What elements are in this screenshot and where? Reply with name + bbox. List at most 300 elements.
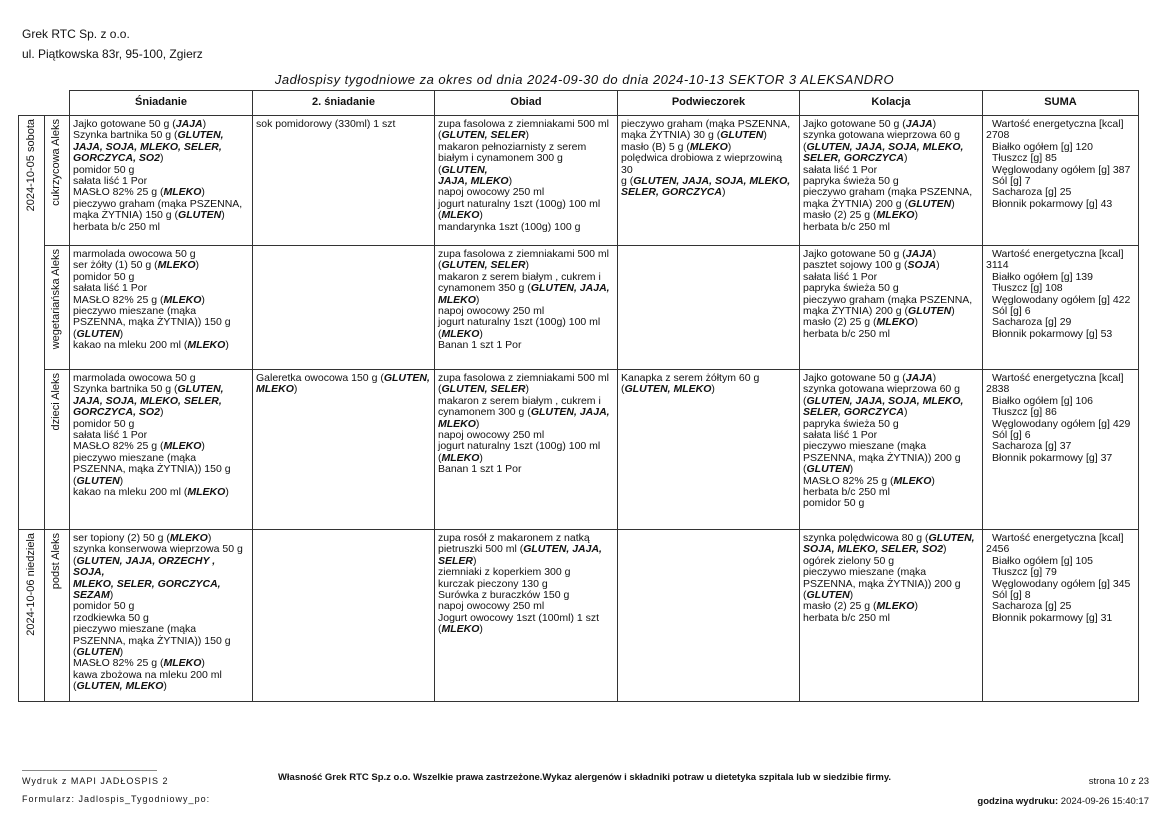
nutrition-value-tluszcz: 108 — [1045, 282, 1063, 295]
meal-cell-kolacja — [800, 370, 983, 530]
dish-text: MASŁO 82% 25 g ( — [73, 657, 164, 670]
allergen-text: SELER — [438, 554, 474, 567]
dish-text: Banan 1 szt 1 Por — [438, 463, 522, 476]
allergen-text: JAJA — [905, 118, 933, 130]
allergen-text: GLUTEN, JAJA, — [530, 406, 610, 419]
dish-text: kakao na mleku 200 ml ( — [73, 339, 188, 352]
meal-cell-podwieczorek — [618, 246, 800, 370]
dish-text: Banan 1 szt 1 Por — [438, 339, 522, 352]
table-row — [19, 530, 1139, 702]
allergen-text: GLUTEN — [908, 197, 952, 210]
dish-text: ) — [202, 118, 207, 130]
dish-text: ( — [438, 259, 442, 272]
nutrition-value-sol: 7 — [1024, 175, 1031, 188]
dish-text: PSZENNA, mąka ŻYTNIA)) 200 g — [803, 577, 961, 590]
company-name: Grek RTC Sp. z o.o. — [22, 27, 130, 41]
dish-text: marmolada owocowa 50 g — [73, 248, 196, 260]
dish-text: ) — [201, 657, 205, 670]
nutrition-summary-cell — [983, 530, 1139, 702]
dish-text: szynka konserwowa wieprzowa 50 g — [73, 543, 243, 556]
nutrition-label-blonnik: Błonnik pokarmowy [g] — [992, 451, 1098, 464]
dish-text: ( — [438, 623, 442, 636]
meal-cell-kolacja — [800, 246, 983, 370]
dish-text: sałata liść 1 Por — [803, 163, 878, 176]
allergen-text: GLUTEN, — [177, 129, 224, 142]
dish-text: masło (2) 25 g ( — [803, 600, 877, 613]
allergen-text: MLEKO — [689, 140, 728, 153]
dish-text: szynka polędwicowa 80 g ( — [803, 532, 929, 544]
company-address: ul. Piątkowska 83r, 95-100, Zgierz — [22, 47, 203, 61]
nutrition-value-bialko: 105 — [1075, 554, 1093, 567]
nutrition-label-blonnik: Błonnik pokarmowy [g] — [992, 327, 1098, 340]
meal-line — [621, 153, 796, 176]
column-header-suma: SUMA — [983, 91, 1139, 116]
dish-text: makaron pełnoziarnisty z serem — [438, 140, 587, 153]
nutrition-summary-cell — [983, 370, 1139, 530]
diet-name: cukrzycowa Aleks — [50, 119, 63, 206]
allergen-text: SELER, GORCZYCA — [803, 152, 904, 165]
day-date-cell — [19, 530, 45, 702]
dish-text: ) — [479, 623, 483, 636]
day-date: 2024-10-06 niedziela — [24, 533, 37, 636]
dish-text: ( — [438, 129, 442, 142]
dish-text: herbata b/c 250 ml — [803, 611, 890, 624]
column-header-kolacja: Kolacja — [800, 91, 983, 116]
meal-cell-kolacja — [800, 116, 983, 246]
nutrition-label-tluszcz: Tłuszcz [g] — [992, 406, 1043, 419]
dish-text: ) — [201, 293, 205, 306]
dish-text: ) — [711, 383, 715, 396]
allergen-text: SELER, GORCZYCA — [803, 406, 904, 419]
nutrition-label-tluszcz: Tłuszcz [g] — [992, 152, 1043, 165]
nutrition-value-sol: 6 — [1024, 429, 1031, 442]
dish-text: pomidor 50 g — [73, 600, 135, 613]
dish-text: Jogurt owocowy 1szt (100ml) 1 szt — [438, 611, 600, 624]
allergen-text: GLUTEN — [76, 646, 120, 659]
meal-line — [438, 624, 614, 635]
allergen-text: SOJA, MLEKO, SELER, SO2 — [803, 543, 944, 556]
dish-text: ) — [479, 327, 483, 340]
dish-text: ( — [73, 646, 77, 659]
allergen-text: MLEKO — [438, 417, 476, 430]
dish-text: jogurt naturalny 1szt (100g) 100 ml — [438, 440, 601, 453]
dish-text: papryka świeża 50 g — [803, 175, 899, 188]
nutrition-value-energia: 2456 — [986, 543, 1010, 556]
footer-right — [977, 772, 1149, 812]
dish-text: Galeretka owocowa 150 g ( — [256, 372, 384, 384]
dish-text: sałata liść 1 Por — [803, 429, 878, 442]
dish-text: ) — [225, 339, 229, 352]
dish-text: herbata b/c 250 ml — [803, 220, 890, 233]
diet-name: wegetariańska Aleks — [50, 249, 63, 350]
allergen-text: GLUTEN, SELER — [441, 259, 526, 272]
print-source: Wydruk z MAPI JADŁOSPIS 2 — [22, 776, 169, 786]
dish-text: MASŁO 82% 25 g ( — [803, 474, 894, 487]
dish-text: ) — [159, 152, 164, 165]
allergen-text: MLEKO — [441, 209, 480, 222]
allergen-text: GLUTEN — [908, 305, 952, 318]
meal-line — [621, 187, 796, 198]
dish-text: ) — [951, 305, 955, 318]
dish-text: makaron z serem białym , cukrem i — [438, 394, 601, 407]
meal-line — [73, 222, 249, 233]
meal-cell-sniadanie — [70, 116, 253, 246]
form-name: Formularz: Jadlospis_Tygodniowy_po: — [22, 794, 211, 804]
allergen-text: JAJA — [175, 118, 203, 130]
nutrition-label-tluszcz: Tłuszcz [g] — [992, 282, 1043, 295]
meal-cell-2-sniadanie — [253, 530, 435, 702]
dish-text: ) — [525, 383, 530, 396]
dish-text: ( — [73, 554, 77, 567]
nutrition-label-energia: Wartość energetyczna [kcal] — [992, 118, 1124, 130]
nutrition-label-bialko: Białko ogółem [g] — [992, 554, 1073, 567]
allergen-text: MLEKO — [163, 440, 202, 453]
nutrition-value-sacharoza: 29 — [1059, 316, 1072, 329]
allergen-text: GLUTEN, — [928, 532, 975, 544]
meal-line — [73, 340, 249, 351]
nutrition-value-blonnik: 43 — [1100, 197, 1113, 210]
dish-text: Szynka bartnika 50 g ( — [73, 129, 178, 142]
nutrition-label-sacharoza: Sacharoza [g] — [992, 600, 1057, 613]
dish-text: ) — [119, 474, 124, 487]
allergen-text: SOJA — [907, 259, 937, 272]
menu-table — [18, 90, 1139, 702]
dish-text: pieczywo graham (mąka PSZENNA, — [803, 186, 973, 199]
allergen-text: JAJA, SOJA, MLEKO, SELER, — [73, 394, 222, 407]
dish-text: ( — [621, 383, 625, 396]
dish-text: ser topiony (2) 50 g ( — [73, 532, 170, 544]
dish-text: MASŁO 82% 25 g ( — [73, 186, 164, 199]
dish-text: ) — [159, 406, 164, 419]
nutrition-value-sacharoza: 25 — [1059, 186, 1072, 199]
meal-line — [803, 329, 979, 340]
dish-text: ) — [293, 383, 298, 396]
dish-text: ( — [803, 394, 807, 407]
dish-text: cynamonem 350 g ( — [438, 282, 531, 295]
nutrition-value-weglowodany: 345 — [1112, 577, 1131, 590]
dish-text: sałata liść 1 Por — [73, 282, 148, 295]
allergen-text: GLUTEN, MLEKO — [624, 383, 712, 396]
allergen-text: GLUTEN — [178, 209, 222, 222]
dish-text: sałata liść 1 Por — [73, 175, 148, 188]
allergen-text: SEZAM — [73, 589, 110, 602]
dish-text: kakao na mleku 200 ml ( — [73, 486, 188, 499]
nutrition-label-sacharoza: Sacharoza [g] — [992, 186, 1057, 199]
dish-text: ) — [849, 463, 854, 476]
dish-text: Jajko gotowane 50 g ( — [803, 118, 906, 130]
dish-text: pieczywo graham (mąka PSZENNA, — [73, 197, 243, 210]
allergen-text: GLUTEN, MLEKO — [76, 680, 164, 693]
diet-name-cell — [45, 370, 70, 530]
meal-cell-sniadanie — [70, 370, 253, 530]
dish-text: napoj owocowy 250 ml — [438, 186, 545, 199]
nutrition-label-sol: Sól [g] — [992, 305, 1022, 318]
dish-text: PSZENNA, mąka ŻYTNIA)) 150 g — [73, 316, 231, 329]
meal-line — [803, 222, 979, 233]
allergen-text: MLEKO — [876, 600, 915, 613]
document-title: Jadłospisy tygodniowe za okres od dnia 2024-09-30 do dnia 2024-10-13 SEKTOR 3 ALEKSANDRO — [274, 72, 895, 87]
dish-text: Jajko gotowane 50 g ( — [803, 372, 906, 384]
dish-text: mąka ŻYTNIA) 30 g ( — [621, 129, 721, 142]
dish-text: ) — [475, 293, 480, 306]
dish-text: mąka ŻYTNIA) 200 g ( — [803, 305, 909, 318]
meal-line — [438, 464, 614, 475]
dish-text: ) — [932, 248, 937, 260]
meal-cell-obiad — [435, 530, 618, 702]
dish-text: ) — [479, 209, 483, 222]
allergen-text: MLEKO — [163, 293, 202, 306]
allergen-text: JAJA — [905, 372, 933, 384]
column-header-sniadanie: Śniadanie — [70, 91, 253, 116]
header-blank — [19, 91, 45, 116]
dish-text: pasztet sojowy 100 g ( — [803, 259, 908, 272]
allergen-text: MLEKO — [163, 657, 202, 670]
allergen-text: GORCZYCA, SO2 — [73, 152, 160, 165]
dish-text: ) — [163, 680, 167, 693]
allergen-text: MLEKO, SELER, GORCZYCA, — [73, 577, 221, 590]
nutrition-label-bialko: Białko ogółem [g] — [992, 394, 1073, 407]
meal-line — [256, 384, 431, 395]
diet-name-cell — [45, 246, 70, 370]
menu-body — [19, 116, 1139, 702]
dish-text: zupa rosół z makaronem z natką — [438, 532, 590, 544]
table-row — [19, 246, 1139, 370]
allergen-text: MLEKO — [441, 327, 480, 340]
dish-text: zupa fasolowa z ziemniakami 500 ml — [438, 372, 609, 384]
nutrition-label-sacharoza: Sacharoza [g] — [992, 316, 1057, 329]
nutrition-label-sol: Sól [g] — [992, 589, 1022, 602]
dish-text: herbata b/c 250 ml — [803, 486, 890, 499]
allergen-text: MLEKO — [441, 451, 480, 464]
dish-text: ( — [73, 327, 77, 340]
nutrition-label-bialko: Białko ogółem [g] — [992, 140, 1073, 153]
dish-text: Kanapka z serem żółtym 60 g — [621, 372, 760, 384]
dish-text: polędwica drobiowa z wieprzowiną 30 — [621, 152, 783, 176]
dish-text: PSZENNA, mąka ŻYTNIA)) 200 g — [803, 451, 961, 464]
meal-cell-podwieczorek — [618, 116, 800, 246]
dish-text: pieczywo mieszane (mąka — [803, 440, 927, 453]
dish-text: pietruszki 500 ml ( — [438, 543, 524, 556]
allergen-text: GLUTEN — [76, 327, 120, 340]
header-row — [19, 91, 1139, 116]
dish-text: ) — [914, 316, 918, 329]
allergen-text: GLUTEN, — [383, 372, 430, 384]
nutrition-summary-cell — [983, 116, 1139, 246]
dish-text: masło (2) 25 g ( — [803, 209, 877, 222]
nutrition-label-tluszcz: Tłuszcz [g] — [992, 566, 1043, 579]
header-blank — [45, 91, 70, 116]
dish-text: pieczywo mieszane (mąka — [73, 623, 197, 636]
nutrition-label-weglowodany: Węglowodany ogółem [g] — [992, 293, 1110, 306]
nutrition-value-sacharoza: 37 — [1059, 440, 1072, 453]
dish-text: makaron z serem białym , cukrem i — [438, 270, 601, 283]
nutrition-value-sol: 8 — [1024, 589, 1031, 602]
nutrition-label-weglowodany: Węglowodany ogółem [g] — [992, 417, 1110, 430]
dish-text: ( — [803, 463, 807, 476]
dish-text: papryka świeża 50 g — [803, 417, 899, 430]
nutrition-summary-cell — [983, 246, 1139, 370]
dish-text: pieczywo mieszane (mąka — [73, 451, 197, 464]
nutrition-value-sol: 6 — [1024, 305, 1031, 318]
allergen-text: MLEKO — [876, 316, 915, 329]
dish-text: ) — [207, 532, 212, 544]
dish-text: ) — [475, 417, 480, 430]
day-date: 2024-10-05 sobota — [24, 119, 37, 212]
meal-line — [803, 613, 979, 624]
allergen-text: MLEKO — [157, 259, 196, 272]
dish-text: ) — [221, 209, 225, 222]
column-header-obiad: Obiad — [435, 91, 618, 116]
footer-separator — [22, 770, 157, 771]
nutrition-row-blonnik — [986, 199, 1135, 210]
nutrition-value-blonnik: 31 — [1100, 611, 1113, 624]
allergen-text: GLUTEN — [76, 474, 120, 487]
table-row — [19, 116, 1139, 246]
dish-text: g ( — [621, 175, 634, 188]
allergen-text: GLUTEN — [720, 129, 764, 142]
company-block — [22, 24, 203, 64]
meal-line — [73, 681, 249, 692]
dish-text: napoj owocowy 250 ml — [438, 600, 545, 613]
dish-text: ) — [727, 140, 732, 153]
allergen-text: GLUTEN, — [441, 163, 488, 176]
nutrition-value-tluszcz: 79 — [1045, 566, 1057, 579]
allergen-text: MLEKO — [441, 623, 480, 636]
dish-text: Surówka z buraczków 150 g — [438, 589, 570, 602]
nutrition-value-blonnik: 37 — [1100, 451, 1113, 464]
allergen-text: GLUTEN, SELER — [441, 129, 526, 142]
nutrition-value-energia: 2708 — [986, 129, 1010, 142]
meal-line — [73, 556, 249, 579]
allergen-text: MLEKO — [187, 339, 226, 352]
allergen-text: SELER, GORCZYCA — [621, 186, 722, 199]
dish-text: pieczywo mieszane (mąka — [803, 566, 927, 579]
meal-line — [438, 222, 614, 233]
nutrition-label-sacharoza: Sacharoza [g] — [992, 440, 1057, 453]
dish-text: ) — [525, 259, 530, 272]
nutrition-row-blonnik — [986, 329, 1135, 340]
nutrition-value-tluszcz: 86 — [1045, 406, 1057, 419]
meal-line — [256, 119, 431, 130]
meal-line — [803, 498, 979, 509]
dish-text: herbata b/c 250 ml — [73, 220, 160, 233]
print-time-line — [977, 792, 1149, 812]
dish-text: ) — [849, 589, 854, 602]
dish-text: rzodkiewka 50 g — [73, 611, 149, 624]
nutrition-value-tluszcz: 85 — [1045, 152, 1057, 165]
dish-text: ( — [438, 383, 442, 396]
nutrition-label-sol: Sól [g] — [992, 175, 1022, 188]
nutrition-label-blonnik: Błonnik pokarmowy [g] — [992, 197, 1098, 210]
nutrition-label-blonnik: Błonnik pokarmowy [g] — [992, 611, 1098, 624]
dish-text: ) — [914, 600, 918, 613]
diet-name: podst Aleks — [50, 533, 63, 590]
nutrition-value-energia: 3114 — [986, 259, 1009, 272]
dish-text: Szynka bartnika 50 g ( — [73, 383, 178, 396]
dish-text: ) — [932, 372, 937, 384]
nutrition-value-weglowodany: 429 — [1112, 417, 1131, 430]
dish-text: masło (2) 25 g ( — [803, 316, 877, 329]
meal-cell-2-sniadanie — [253, 116, 435, 246]
column-header-podwieczorek: Podwieczorek — [618, 91, 800, 116]
day-date-cell — [19, 116, 45, 530]
dish-text: PSZENNA, mąka ŻYTNIA)) 150 g — [73, 634, 231, 647]
dish-text: ) — [195, 259, 200, 272]
dish-text: ser żółty (1) 50 g ( — [73, 259, 158, 272]
dish-text: ) — [225, 486, 229, 499]
nutrition-value-bialko: 139 — [1075, 270, 1093, 283]
dish-text: mąka ŻYTNIA) 150 g ( — [73, 209, 179, 222]
dish-text: napoj owocowy 250 ml — [438, 429, 545, 442]
dish-text: sałata liść 1 Por — [73, 429, 148, 442]
dish-text: ) — [903, 406, 908, 419]
page-number: strona 10 z 23 — [1088, 776, 1149, 787]
nutrition-row-blonnik — [986, 613, 1135, 624]
dish-text: ) — [914, 209, 918, 222]
allergen-text: MLEKO — [256, 383, 294, 396]
nutrition-label-sol: Sól [g] — [992, 429, 1022, 442]
allergen-text: GLUTEN, JAJA, — [523, 543, 602, 556]
dish-text: kurczak pieczony 130 g — [438, 577, 548, 590]
nutrition-value-bialko: 120 — [1075, 140, 1093, 153]
dish-text: napoj owocowy 250 ml — [438, 305, 545, 318]
meal-line — [621, 384, 796, 395]
dish-text: ( — [73, 680, 77, 693]
allergen-text: GLUTEN, JAJA, — [530, 282, 610, 295]
allergen-text: GLUTEN, JAJA, SOJA, MLEKO, — [633, 175, 791, 188]
nutrition-label-energia: Wartość energetyczna [kcal] — [992, 532, 1124, 544]
dish-text: pomidor 50 g — [73, 417, 135, 430]
nutrition-value-weglowodany: 387 — [1112, 163, 1131, 176]
nutrition-value-weglowodany: 422 — [1112, 293, 1131, 306]
allergen-text: GLUTEN — [806, 463, 850, 476]
allergen-text: GLUTEN — [806, 589, 850, 602]
dish-text: ( — [438, 451, 442, 464]
diet-name-cell — [45, 116, 70, 246]
ownership-note: Własność Grek RTC Sp.z o.o. Wszelkie prawa zastrzeżone.Wykaz alergenów i składniki potraw u dietetyka szpitala lub w siedzibie firmy. — [277, 772, 892, 783]
dish-text: sok pomidorowy (330ml) 1 szt — [256, 118, 396, 130]
dish-text: Jajko gotowane 50 g ( — [73, 118, 176, 130]
dish-text: ) — [936, 259, 940, 272]
meal-line — [438, 153, 614, 176]
allergen-text: GLUTEN, JAJA, SOJA, MLEKO, — [806, 140, 964, 153]
dish-text: MASŁO 82% 25 g ( — [73, 440, 164, 453]
dish-text: białym i cynamonem 300 g ( — [438, 152, 563, 176]
allergen-text: GLUTEN, JAJA, SOJA, MLEKO, — [806, 394, 964, 407]
dish-text: ) — [931, 474, 935, 487]
dish-text: PSZENNA, mąka ŻYTNIA)) 150 g — [73, 463, 231, 476]
table-row — [19, 370, 1139, 530]
nutrition-label-weglowodany: Węglowodany ogółem [g] — [992, 163, 1110, 176]
dish-text: ziemniaki z koperkiem 300 g — [438, 566, 571, 579]
diet-name-cell — [45, 530, 70, 702]
allergen-text: JAJA, MLEKO — [438, 175, 509, 188]
dish-text: pieczywo graham (mąka PSZENNA, — [621, 118, 791, 130]
dish-text: zupa fasolowa z ziemniakami 500 ml — [438, 118, 609, 130]
allergen-text: GLUTEN, SELER — [441, 383, 526, 396]
dish-text: ) — [201, 440, 205, 453]
meal-cell-obiad — [435, 116, 618, 246]
dish-text: jogurt naturalny 1szt (100g) 100 ml — [438, 197, 601, 210]
dish-text: ( — [803, 140, 807, 153]
print-time: 2024-09-26 15:40:17 — [1060, 796, 1149, 807]
dish-text: papryka świeża 50 g — [803, 282, 899, 295]
dish-text: ) — [119, 327, 124, 340]
dish-text: Jajko gotowane 50 g ( — [803, 248, 906, 260]
dish-text: pomidor 50 g — [73, 270, 135, 283]
dish-text: herbata b/c 250 ml — [803, 327, 890, 340]
meal-cell-kolacja — [800, 530, 983, 702]
